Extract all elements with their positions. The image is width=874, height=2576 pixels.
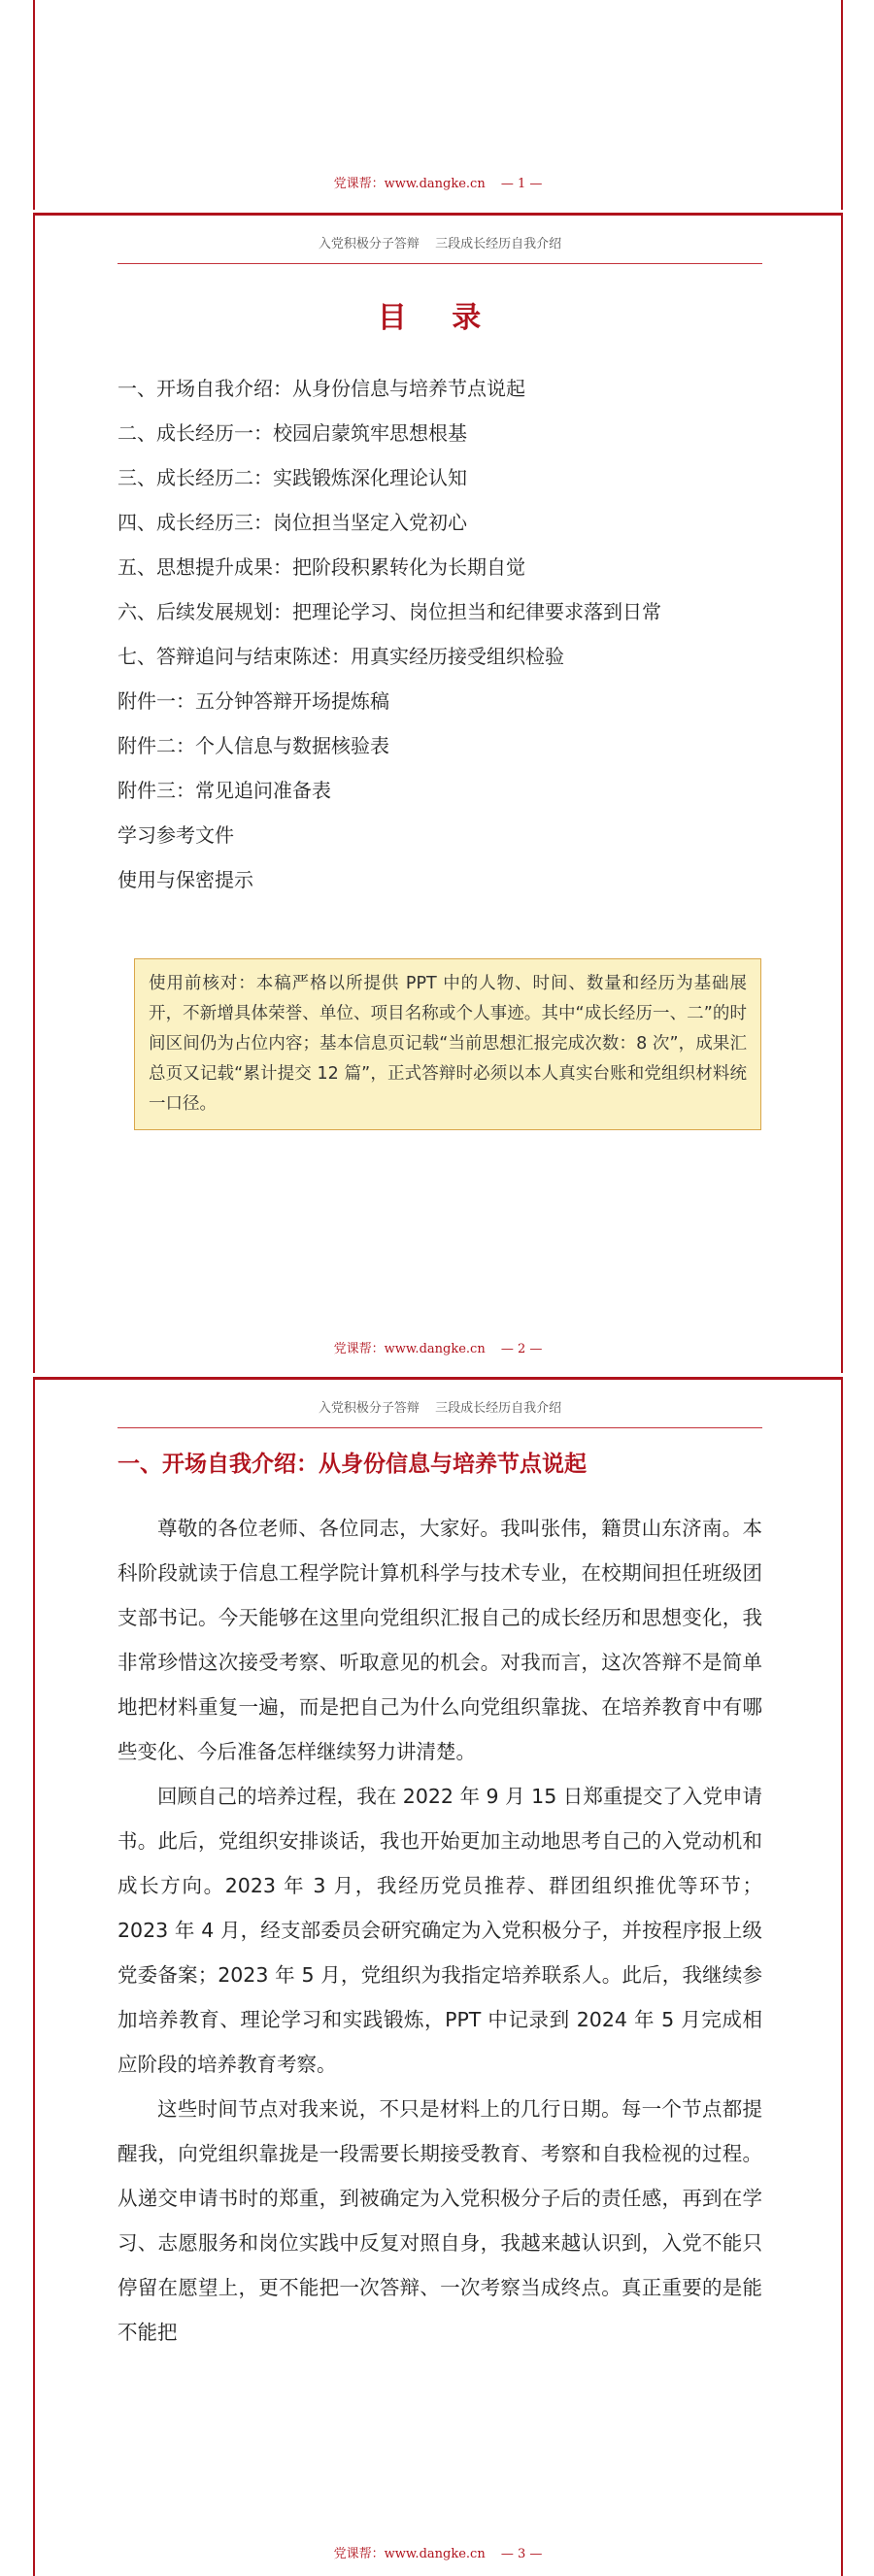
toc-item[interactable]: 七、答辩追问与结束陈述：用真实经历接受组织检验: [118, 645, 564, 668]
toc-item[interactable]: 六、后续发展规划：把理论学习、岗位担当和纪律要求落到日常: [118, 600, 661, 623]
toc-item[interactable]: 二、成长经历一：校园启蒙筑牢思想根基: [118, 421, 467, 445]
page-footer: [35, 2543, 841, 2561]
toc-list: [118, 366, 778, 902]
toc-item[interactable]: 附件一：五分钟答辩开场提炼稿: [118, 689, 389, 713]
page-footer: [35, 173, 841, 191]
running-head: [118, 233, 762, 264]
footer-source: 党课帮：www.dangke.cn: [333, 1342, 486, 1356]
toc-item[interactable]: 使用与保密提示: [118, 868, 253, 891]
section-body: [118, 1506, 762, 2355]
section-title: 一、开场自我介绍：从身份信息与培养节点说起: [118, 1452, 587, 1477]
running-head-left: 入党积极分子答辩: [318, 237, 420, 251]
toc-title: 目 录: [377, 301, 499, 335]
footer-source: 党课帮：www.dangke.cn: [333, 177, 486, 191]
toc-item[interactable]: 五、思想提升成果：把阶段积累转化为长期自觉: [118, 555, 525, 579]
page-3: [33, 1377, 843, 2576]
verification-note: 使用前核对：本稿严格以所提供 PPT 中的人物、时间、数量和经历为基础展开，不新增具体荣誉、单位、项目名称或个人事迹。其中“成长经历一、二”的时间区间仍为占位内容；基本信息页记载“当前思想汇报完成次数：8 次”，成果汇总页又记载“累计提交 12 篇”，正式答辩时必须以本人真实台账和党组织材料统一口径。: [134, 958, 761, 1130]
running-head-right: 三段成长经历自我介绍: [435, 1401, 562, 1416]
running-head: [118, 1397, 762, 1428]
body-paragraph: 尊敬的各位老师、各位同志，大家好。我叫张伟，籍贯山东济南。本科阶段就读于信息工程学院计算机科学与技术专业，在校期间担任班级团支部书记。今天能够在这里向党组织汇报自己的成长经历和思想变化，我非常珍惜这次接受考察、听取意见的机会。对我而言，这次答辩不是简单地把材料重复一遍，而是把自己为什么向党组织靠拢、在培养教育中有哪些变化、今后准备怎样继续努力讲清楚。: [118, 1517, 762, 1763]
toc-item[interactable]: 附件三：常见追问准备表: [118, 779, 331, 802]
toc-item[interactable]: 一、开场自我介绍：从身份信息与培养节点说起: [118, 377, 525, 400]
toc-item[interactable]: 学习参考文件: [118, 823, 234, 847]
toc-item[interactable]: 三、成长经历二：实践锻炼深化理论认知: [118, 466, 467, 489]
footer-page-number: — 3 —: [500, 2547, 543, 2561]
body-paragraph: 回顾自己的培养过程，我在 2022 年 9 月 15 日郑重提交了入党申请书。此后，党组织安排谈话，我也开始更加主动地思考自己的入党动机和成长方向。2023 年 3 月，我经历党员推荐、群团组织推优等环节；2023 年 4 月，经支部委员会研究确定为入党积极分子，并按程序报上级党委备案；2023 年 5 月，党组织为我指定培养联系人。此后，我继续参加培养教育、理论学习和实践锻炼，PPT 中记录到 2024 年 5 月完成相应阶段的培养教育考察。: [118, 1785, 762, 2076]
page-1: [33, 0, 843, 210]
page-footer: [35, 1338, 841, 1356]
running-head-left: 入党积极分子答辩: [318, 1401, 420, 1416]
running-head-right: 三段成长经历自我介绍: [435, 237, 562, 251]
footer-page-number: — 2 —: [500, 1342, 543, 1356]
footer-source: 党课帮：www.dangke.cn: [333, 2547, 486, 2561]
toc-item[interactable]: 四、成长经历三：岗位担当坚定入党初心: [118, 511, 467, 534]
page-2: [33, 213, 843, 1373]
toc-item[interactable]: 附件二：个人信息与数据核验表: [118, 734, 389, 757]
body-paragraph: 这些时间节点对我来说，不只是材料上的几行日期。每一个节点都提醒我，向党组织靠拢是一段需要长期接受教育、考察和自我检视的过程。从递交申请书时的郑重，到被确定为入党积极分子后的责任感，再到在学习、志愿服务和岗位实践中反复对照自身，我越来越认识到，入党不能只停留在愿望上，更不能把一次答辩、一次考察当成终点。真正重要的是能不能把: [118, 2097, 762, 2344]
footer-page-number: — 1 —: [500, 177, 543, 191]
